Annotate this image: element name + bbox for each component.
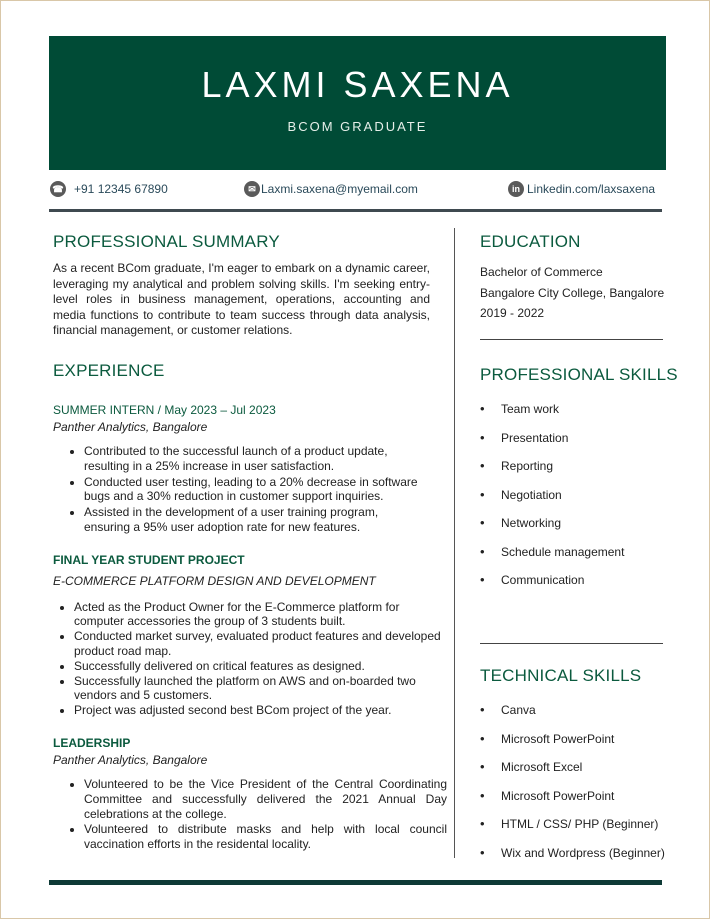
list-item: • HTML / CSS/ PHP (Beginner) xyxy=(480,816,659,831)
list-item: • Contributed to the successful launch of a product update, resulting in a 25% increase in user satisfaction. xyxy=(84,444,427,474)
skills-divider xyxy=(480,643,663,644)
linkedin-text[interactable]: Linkedin.com/laxsaxena xyxy=(527,182,656,196)
list-item: • Microsoft Excel xyxy=(480,759,583,774)
job-bullets xyxy=(64,444,427,536)
list-item: • Acted as the Product Owner for the E-Commerce platform for computer accessories the group of 3 students built. xyxy=(74,600,447,628)
list-item: • Reporting xyxy=(480,458,554,473)
list-item: • Canva xyxy=(480,702,536,717)
list-item: • Volunteered to distribute masks and help with local council vaccination efforts in the residental locality. xyxy=(84,822,447,852)
list-item: • Presentation xyxy=(480,429,569,445)
project-title: E-COMMERCE PLATFORM DESIGN AND DEVELOPMENT xyxy=(53,574,376,588)
education-divider xyxy=(480,339,663,340)
list-item: • Successfully delivered on critical features as designed. xyxy=(74,659,447,673)
linkedin-icon: in xyxy=(508,181,524,197)
education-block xyxy=(480,262,664,324)
list-item: • Wix and Wordpress (Beginner) xyxy=(480,844,665,860)
list-item: • Networking xyxy=(480,515,562,530)
email-icon: ✉ xyxy=(244,181,260,197)
bottom-bar xyxy=(49,880,662,885)
summary-text: As a recent BCom graduate, I'm eager to embark on a dynamic career, leveraging my analytical and problem solving skills. I'm seeking entry-level roles in business management, operations, accounting and media functions to contribute to team success through data analysis, financial management, or customer relations. xyxy=(53,261,430,337)
leadership-org: Panther Analytics, Bangalore xyxy=(53,753,208,767)
list-item: • Assisted in the development of a user training program, ensuring a 95% user adoption rate for new features. xyxy=(84,505,427,535)
list-item: • Microsoft PowerPoint xyxy=(480,730,615,746)
contact-phone xyxy=(50,181,168,197)
list-item: • Project was adjusted second best BCom project of the year. xyxy=(74,703,447,717)
header-band xyxy=(49,36,666,170)
education-title: EDUCATION xyxy=(480,232,581,251)
technical-skills-title: TECHNICAL SKILLS xyxy=(480,666,642,685)
job-org: Panther Analytics, Bangalore xyxy=(53,420,208,434)
list-item: • Negotiation xyxy=(480,486,562,502)
technical-skills-list xyxy=(480,703,665,874)
summary-title: PROFESSIONAL SUMMARY xyxy=(53,232,280,251)
list-item: • Successfully launched the platform on AWS and on-boarded two vendors and 5 customers. xyxy=(74,674,447,702)
contact-divider xyxy=(49,209,662,212)
professional-skills-list xyxy=(480,402,624,602)
list-item: • Conducted market survey, evaluated product features and developed product road map. xyxy=(74,629,447,657)
email-text[interactable]: Laxmi.saxena@myemail.com xyxy=(261,182,418,196)
education-school: Bangalore City College, Bangalore xyxy=(480,285,665,300)
list-item: • Team work xyxy=(480,401,560,416)
education-degree: Bachelor of Commerce xyxy=(480,265,603,279)
education-years: 2019 - 2022 xyxy=(480,306,545,320)
project-role: FINAL YEAR STUDENT PROJECT xyxy=(53,553,245,567)
job-role: SUMMER INTERN / May 2023 – Jul 2023 xyxy=(53,403,276,417)
contact-linkedin[interactable] xyxy=(508,181,655,197)
list-item: • Conducted user testing, leading to a 20% decrease in software bugs and a 30% reduction in customer support inquiries. xyxy=(84,475,427,505)
list-item: • Schedule management xyxy=(480,543,625,559)
list-item: • Volunteered to be the Vice President of the Central Coordinating Committee and successfully delivered the 2021 Annual Day celebrations at the college. xyxy=(84,777,447,821)
leadership-role: LEADERSHIP xyxy=(53,736,131,750)
phone-text: +91 12345 67890 xyxy=(74,182,168,196)
experience-title: EXPERIENCE xyxy=(53,361,165,380)
list-item: • Communication xyxy=(480,572,585,587)
resume-name: LAXMI SAXENA xyxy=(201,64,514,105)
resume-subtitle: BCOM GRADUATE xyxy=(287,119,428,134)
list-item: • Microsoft PowerPoint xyxy=(480,787,615,803)
column-divider xyxy=(454,228,455,858)
leadership-bullets xyxy=(64,777,447,853)
phone-icon: ☎ xyxy=(50,181,66,197)
professional-skills-title: PROFESSIONAL SKILLS xyxy=(480,365,678,384)
contact-email[interactable] xyxy=(244,181,418,197)
project-bullets xyxy=(54,600,447,719)
